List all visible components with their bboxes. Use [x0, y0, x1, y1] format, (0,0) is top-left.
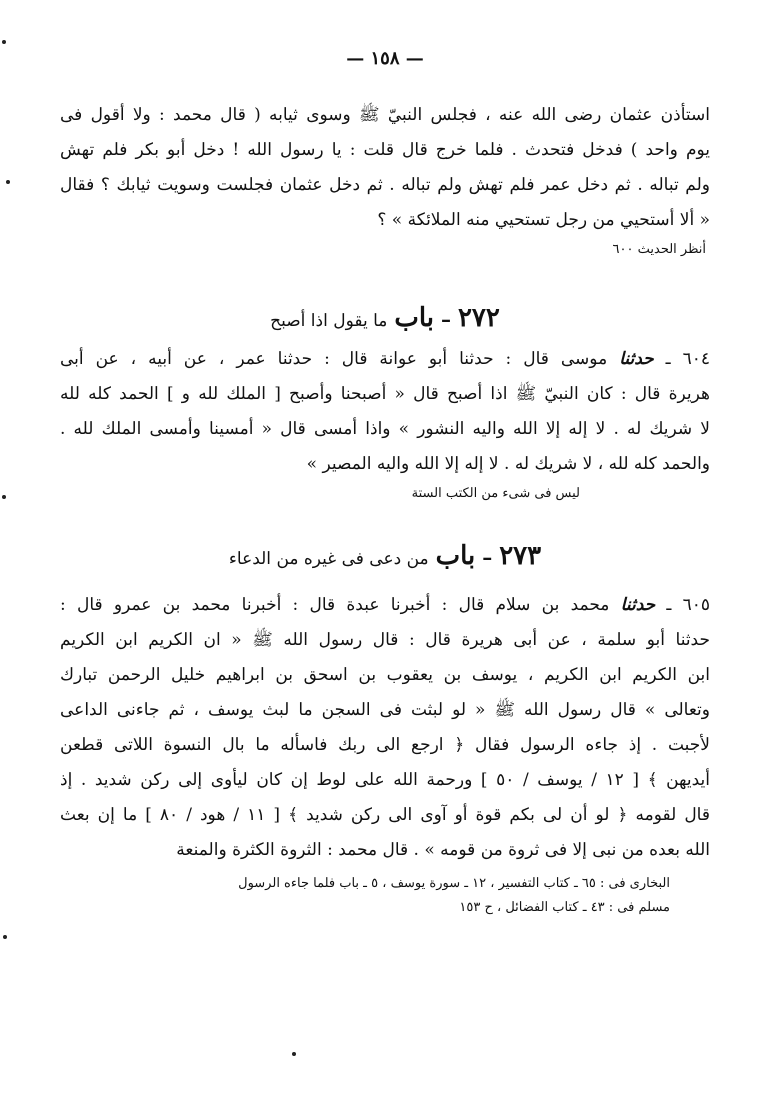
scan-speck	[6, 180, 10, 184]
haddathana-word: حدثنا	[619, 349, 654, 369]
hadith-604	[60, 342, 710, 506]
hadith-number: ٦٠٥ ـ	[666, 595, 710, 615]
scan-speck	[292, 1052, 296, 1056]
text-line: وتعالى » قال رسول الله ﷺ « لو لبثت فى السجن ما لبث يوسف ، ثم جاءنى الداعى	[60, 700, 710, 720]
chapter-title: ما يقول اذا أصبح	[270, 311, 388, 331]
text-line: لأجبت . إذ جاءه الرسول فقال ﴿ ارجع الى ربك فاسأله ما بال النسوة اللاتى قطعن	[60, 735, 710, 755]
hadith-605	[60, 588, 710, 920]
text-line: حدثنا أبو سلمة ، عن أبى هريرة قال : قال رسول الله ﷺ « ان الكريم ابن الكريم	[60, 630, 710, 650]
chapter-heading-272: ٢٧٢ – باب ما يقول اذا أصبح	[270, 303, 500, 333]
text-line: هريرة قال : كان النبيّ ﷺ اذا أصبح قال « أصبحنا وأصبح [ الملك لله و ] الحمد كله لله	[60, 384, 710, 404]
chapter-label: باب	[394, 303, 434, 333]
text-line: « ألا أستحيي من رجل تستحيي منه الملائكة » ؟	[377, 210, 710, 230]
text-line: قال لقومه ﴿ لو أن لى بكم قوة أو آوى الى ركن شديد ﴾ [ ١١ / هود / ٨٠ ] ما إن بعث	[60, 805, 710, 825]
reference-note: أنظر الحديث ٦٠٠	[612, 242, 706, 257]
reference-note: مسلم فى : ٤٣ ـ كتاب الفضائل ، ح ١٥٣	[459, 900, 670, 915]
chapter-label: باب	[435, 541, 476, 571]
text-line: استأذن عثمان رضى الله عنه ، فجلس النبيّ ﷺ وسوى ثيابه ( قال محمد : ولا أقول فى	[60, 105, 710, 125]
isnad-text: محمد بن سلام قال : أخبرنا عبدة قال : أخبرنا محمد بن عمرو قال :	[60, 595, 610, 615]
reference-note: البخارى فى : ٦٥ ـ كتاب التفسير ، ١٢ ـ سورة يوسف ، ٥ ـ باب فلما جاءه الرسول	[238, 876, 670, 891]
haddathana-word: حدثنا	[620, 595, 656, 615]
scan-speck	[3, 935, 7, 939]
chapter-number: ٢٧٢	[457, 303, 500, 333]
text-line: الله بعده من نبى إلا فى ثروة من قومه » . قال محمد : الثروة الكثرة والمنعة	[176, 840, 710, 860]
text-line: أيديهن ﴾ [ ١٢ / يوسف / ٥٠ ] ورحمة الله على لوط إن كان ليأوى إلى ركن شديد . إذ	[60, 770, 710, 790]
text-line	[60, 588, 710, 623]
text-line: لا شريك له . لا إله إلا الله واليه النشور » واذا أمسى قال « أمسينا وأمسى الملك لله .	[60, 419, 710, 439]
document-page	[60, 40, 710, 1040]
text-line: يوم واحد ) فدخل فتحدث . فلما خرج قال قلت : يا رسول الله ! دخل أبو بكر فلم تهش	[60, 140, 710, 160]
chapter-title: من دعى فى غيره من الدعاء	[228, 549, 429, 569]
hadith-continuation	[60, 98, 710, 262]
text-line: ابن الكريم ابن الكريم ، يوسف بن يعقوب بن اسحق بن ابراهيم خليل الرحمن تبارك	[60, 665, 710, 685]
chapter-number: ٢٧٣	[499, 541, 542, 571]
scan-speck	[2, 495, 6, 499]
text-line: والحمد كله لله ، لا شريك له . لا إله إلا الله واليه المصير »	[306, 454, 710, 474]
isnad-text: موسى قال : حدثنا أبو عوانة قال : حدثنا عمر ، عن أبيه ، عن أبى	[60, 349, 608, 369]
reference-note: ليس فى شىء من الكتب الستة	[411, 486, 580, 501]
scan-speck	[2, 40, 6, 44]
hadith-number: ٦٠٤ ـ	[665, 349, 710, 369]
text-line	[60, 342, 710, 377]
chapter-heading-273: ٢٧٣ – باب من دعى فى غيره من الدعاء	[228, 541, 542, 571]
text-line: ولم تباله . ثم دخل عمر فلم تهش ولم تباله . ثم دخل عثمان فجلست وسويت ثيابك ؟ فقال	[60, 175, 710, 195]
page-number: — ١٥٨ —	[346, 48, 424, 69]
